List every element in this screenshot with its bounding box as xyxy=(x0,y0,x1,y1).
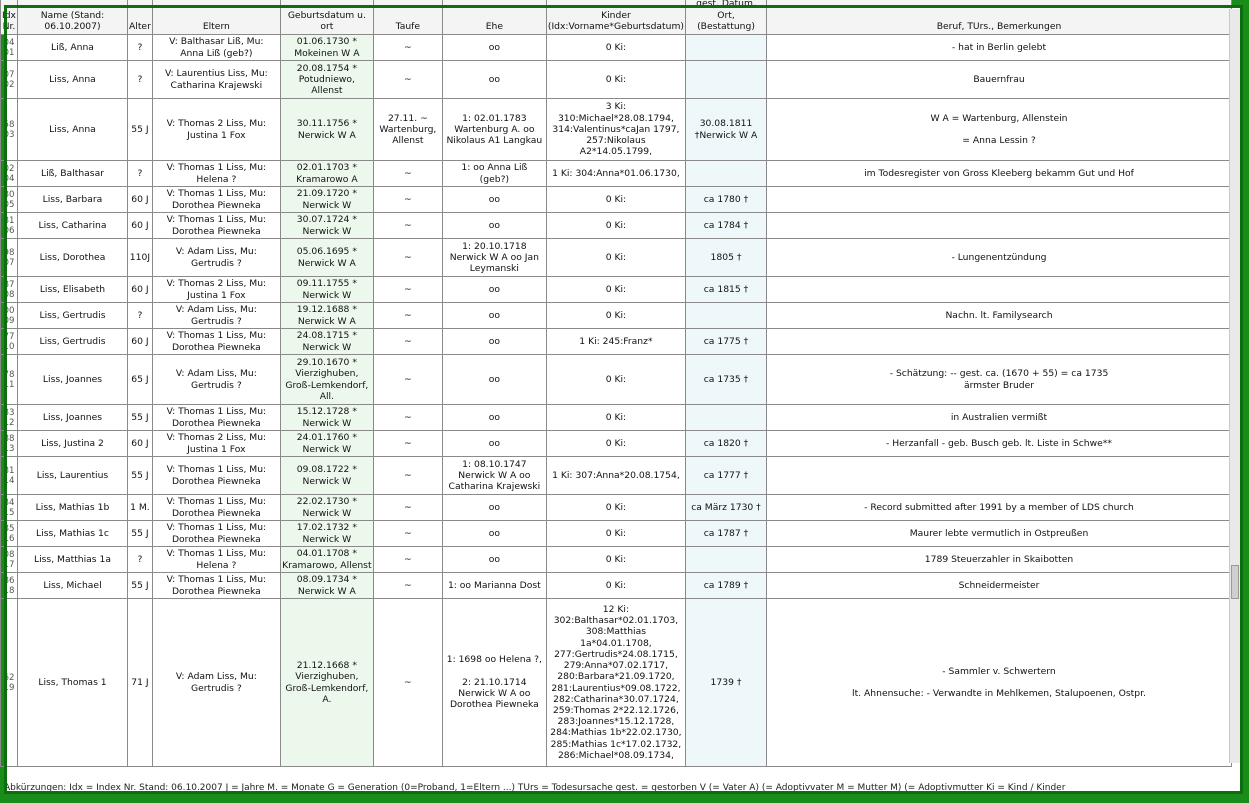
cell-death[interactable] xyxy=(686,35,767,61)
cell-name[interactable]: Liss, Joannes xyxy=(17,405,127,431)
cell-age[interactable]: 65 J xyxy=(127,355,152,405)
cell-birth[interactable]: 17.02.1732 * Nerwick W xyxy=(280,521,373,547)
cell-index[interactable]: 80 05 xyxy=(1,187,18,213)
cell-death[interactable]: ca 1820 † xyxy=(686,431,767,457)
cell-death[interactable]: ca 1789 † xyxy=(686,573,767,599)
cell-age[interactable]: 55 J xyxy=(127,521,152,547)
table-row[interactable] xyxy=(1,187,1232,213)
table-row[interactable] xyxy=(1,239,1232,277)
cell-parents[interactable]: V: Thomas 2 Liss, Mu: Justina 1 Fox xyxy=(152,277,280,303)
cell-marriage[interactable]: oo xyxy=(442,187,546,213)
cell-children[interactable]: 0 Ki: xyxy=(546,355,685,405)
cell-name[interactable]: Liss, Mathias 1c xyxy=(17,521,127,547)
cell-parents[interactable]: V: Thomas 1 Liss, Mu: Dorothea Piewneka xyxy=(152,187,280,213)
table-row[interactable] xyxy=(1,405,1232,431)
cell-death[interactable]: ca 1735 † xyxy=(686,355,767,405)
cell-baptism[interactable]: ~ xyxy=(373,61,442,99)
cell-children[interactable]: 0 Ki: xyxy=(546,521,685,547)
cell-age[interactable]: 60 J xyxy=(127,329,152,355)
cell-age[interactable]: 55 J xyxy=(127,457,152,495)
cell-children[interactable]: 0 Ki: xyxy=(546,213,685,239)
cell-index[interactable]: 98 07 xyxy=(1,239,18,277)
cell-children[interactable]: 1 Ki: 304:Anna*01.06.1730, xyxy=(546,161,685,187)
cell-notes[interactable]: - Schätzung: -- gest. ca. (1670 + 55) = ca 1735 ärmster Bruder xyxy=(767,355,1232,405)
cell-notes[interactable] xyxy=(767,329,1232,355)
cell-parents[interactable]: V: Adam Liss, Mu: Gertrudis ? xyxy=(152,355,280,405)
cell-parents[interactable]: V: Adam Liss, Mu: Gertrudis ? xyxy=(152,599,280,767)
cell-marriage[interactable]: oo xyxy=(442,495,546,521)
cell-birth[interactable]: 19.12.1688 * Nerwick W A xyxy=(280,303,373,329)
cell-parents[interactable]: V: Thomas 1 Liss, Mu: Helena ? xyxy=(152,547,280,573)
cell-name[interactable]: Liss, Barbara xyxy=(17,187,127,213)
table-row[interactable] xyxy=(1,457,1232,495)
abbreviation-legend: Abkürzungen: Idx = Index Nr. Stand: 06.10.2007 J = Jahre M. = Monate G = Generation (0=Proband, 1=Eltern ...) TUrs = Todesursache gest. = gestorben V (= Vater A) (= Adoptivvater M = Mutter M) (= Adoptivmutter Ki = Kind / Kinder xyxy=(4,783,1066,793)
cell-age[interactable]: 110J xyxy=(127,239,152,277)
table-row[interactable] xyxy=(1,161,1232,187)
cell-index[interactable]: 81 14 xyxy=(1,457,18,495)
cell-parents[interactable]: V: Thomas 1 Liss, Mu: Dorothea Piewneka xyxy=(152,521,280,547)
table-row[interactable] xyxy=(1,547,1232,573)
cell-baptism[interactable]: ~ xyxy=(373,329,442,355)
cell-age[interactable]: 55 J xyxy=(127,99,152,161)
cell-birth[interactable]: 09.11.1755 * Nerwick W xyxy=(280,277,373,303)
header-index[interactable]: Idx Nr. xyxy=(1,0,18,35)
cell-death[interactable] xyxy=(686,161,767,187)
cell-name[interactable]: Liss, Anna xyxy=(17,99,127,161)
table-row[interactable] xyxy=(1,573,1232,599)
cell-index[interactable]: 62 19 xyxy=(1,599,18,767)
cell-notes[interactable] xyxy=(767,277,1232,303)
cell-notes[interactable]: Bauernfrau xyxy=(767,61,1232,99)
cell-parents[interactable]: V: Thomas 1 Liss, Mu: Dorothea Piewneka xyxy=(152,573,280,599)
table-row[interactable] xyxy=(1,213,1232,239)
header-notes[interactable]: Beruf, TUrs., Bemerkungen xyxy=(767,0,1232,35)
header-age[interactable]: Alter xyxy=(127,0,152,35)
cell-birth[interactable]: 02.01.1703 * Kramarowo A xyxy=(280,161,373,187)
cell-age[interactable]: 71 J xyxy=(127,599,152,767)
cell-notes[interactable]: - Sammler v. Schwertern lt. Ahnensuche: - Verwandte in Mehlkemen, Stalupoenen, Ostpr. xyxy=(767,599,1232,767)
table-row[interactable] xyxy=(1,521,1232,547)
cell-birth[interactable]: 22.02.1730 * Nerwick W xyxy=(280,495,373,521)
cell-children[interactable]: 1 Ki: 307:Anna*20.08.1754, xyxy=(546,457,685,495)
cell-baptism[interactable]: ~ xyxy=(373,599,442,767)
table-row[interactable] xyxy=(1,35,1232,61)
cell-name[interactable]: Liss, Catharina xyxy=(17,213,127,239)
cell-death[interactable] xyxy=(686,303,767,329)
cell-death[interactable] xyxy=(686,405,767,431)
cell-index[interactable]: 78 11 xyxy=(1,355,18,405)
cell-children[interactable]: 0 Ki: xyxy=(546,495,685,521)
cell-birth[interactable]: 21.09.1720 * Nerwick W xyxy=(280,187,373,213)
cell-name[interactable]: Liss, Justina 2 xyxy=(17,431,127,457)
cell-death[interactable]: ca 1787 † xyxy=(686,521,767,547)
cell-marriage[interactable]: oo xyxy=(442,329,546,355)
cell-birth[interactable]: 29.10.1670 * Vierzighuben, Groß-Lemkendorf, All. xyxy=(280,355,373,405)
cell-children[interactable]: 0 Ki: xyxy=(546,573,685,599)
cell-baptism[interactable]: ~ xyxy=(373,521,442,547)
cell-age[interactable]: 60 J xyxy=(127,431,152,457)
cell-name[interactable]: Liss, Elisabeth xyxy=(17,277,127,303)
cell-marriage[interactable]: oo xyxy=(442,547,546,573)
cell-death[interactable]: ca 1780 † xyxy=(686,187,767,213)
header-death[interactable]: gest. Datum, Ort, (Bestattung) xyxy=(686,0,767,35)
cell-index[interactable]: 77 10 xyxy=(1,329,18,355)
cell-age[interactable]: 55 J xyxy=(127,573,152,599)
cell-children[interactable]: 0 Ki: xyxy=(546,547,685,573)
cell-death[interactable]: 1805 † xyxy=(686,239,767,277)
cell-marriage[interactable]: 1: oo Marianna Dost xyxy=(442,573,546,599)
cell-name[interactable]: Liss, Matthias 1a xyxy=(17,547,127,573)
cell-notes[interactable]: Schneidermeister xyxy=(767,573,1232,599)
cell-marriage[interactable]: oo xyxy=(442,61,546,99)
cell-index[interactable]: 88 13 xyxy=(1,431,18,457)
cell-baptism[interactable]: ~ xyxy=(373,187,442,213)
cell-baptism[interactable]: ~ xyxy=(373,213,442,239)
cell-children[interactable]: 0 Ki: xyxy=(546,187,685,213)
cell-marriage[interactable]: oo xyxy=(442,303,546,329)
cell-notes[interactable]: - hat in Berlin gelebt xyxy=(767,35,1232,61)
table-row[interactable] xyxy=(1,431,1232,457)
header-children[interactable]: Kinder (Idx:Vorname*Geburtsdatum) xyxy=(546,0,685,35)
cell-death[interactable]: 1739 † xyxy=(686,599,767,767)
cell-baptism[interactable]: ~ xyxy=(373,277,442,303)
cell-children[interactable]: 0 Ki: xyxy=(546,61,685,99)
cell-name[interactable]: Liss, Dorothea xyxy=(17,239,127,277)
cell-birth[interactable]: 08.09.1734 * Nerwick W A xyxy=(280,573,373,599)
cell-name[interactable]: Liß, Balthasar xyxy=(17,161,127,187)
cell-marriage[interactable]: 1: 08.10.1747 Nerwick W A oo Catharina Krajewski xyxy=(442,457,546,495)
cell-notes[interactable] xyxy=(767,213,1232,239)
cell-age[interactable]: 1 M. xyxy=(127,495,152,521)
cell-baptism[interactable]: 27.11. ~ Wartenburg, Allenst xyxy=(373,99,442,161)
cell-notes[interactable]: im Todesregister von Gross Kleeberg bekamm Gut und Hof xyxy=(767,161,1232,187)
table-row[interactable] xyxy=(1,61,1232,99)
cell-index[interactable]: 07 02 xyxy=(1,61,18,99)
cell-children[interactable]: 0 Ki: xyxy=(546,277,685,303)
cell-name[interactable]: Liss, Laurentius xyxy=(17,457,127,495)
cell-baptism[interactable]: ~ xyxy=(373,573,442,599)
cell-death[interactable] xyxy=(686,547,767,573)
cell-baptism[interactable]: ~ xyxy=(373,431,442,457)
cell-marriage[interactable]: oo xyxy=(442,277,546,303)
cell-age[interactable]: ? xyxy=(127,61,152,99)
cell-index[interactable]: 08 17 xyxy=(1,547,18,573)
cell-index[interactable]: 04 01 xyxy=(1,35,18,61)
table-body xyxy=(1,35,1232,767)
header-name[interactable]: Name (Stand: 06.10.2007) xyxy=(17,0,127,35)
cell-marriage[interactable]: oo xyxy=(442,405,546,431)
cell-notes[interactable] xyxy=(767,457,1232,495)
cell-index[interactable]: 83 12 xyxy=(1,405,18,431)
vertical-scrollbar[interactable] xyxy=(1229,9,1240,763)
cell-marriage[interactable]: 1: 1698 oo Helena ?, 2: 21.10.1714 Nerwick W A oo Dorothea Piewneka xyxy=(442,599,546,767)
cell-parents[interactable]: V: Thomas 1 Liss, Mu: Dorothea Piewneka xyxy=(152,213,280,239)
cell-age[interactable]: 60 J xyxy=(127,213,152,239)
cell-name[interactable]: Liss, Mathias 1b xyxy=(17,495,127,521)
table-row[interactable] xyxy=(1,495,1232,521)
cell-name[interactable]: Liss, Michael xyxy=(17,573,127,599)
cell-age[interactable]: ? xyxy=(127,547,152,573)
cell-birth[interactable]: 05.06.1695 * Nerwick W A xyxy=(280,239,373,277)
cell-age[interactable]: ? xyxy=(127,161,152,187)
cell-name[interactable]: Liss, Joannes xyxy=(17,355,127,405)
cell-notes[interactable]: - Lungenentzündung xyxy=(767,239,1232,277)
cell-name[interactable]: Liß, Anna xyxy=(17,35,127,61)
cell-birth[interactable]: 24.08.1715 * Nerwick W xyxy=(280,329,373,355)
cell-age[interactable]: 60 J xyxy=(127,277,152,303)
table-row[interactable] xyxy=(1,303,1232,329)
cell-marriage[interactable]: oo xyxy=(442,35,546,61)
cell-birth[interactable]: 04.01.1708 * Kramarowo, Allenst xyxy=(282,548,372,571)
cell-birth[interactable]: 01.06.1730 * Mokeinen W A xyxy=(280,35,373,61)
cell-baptism[interactable]: ~ xyxy=(373,35,442,61)
cell-death[interactable]: ca 1775 † xyxy=(686,329,767,355)
table-row[interactable] xyxy=(1,355,1232,405)
cell-parents[interactable]: V: Balthasar Liß, Mu: Anna Liß (geb?) xyxy=(152,35,280,61)
header-row xyxy=(1,0,1232,35)
cell-index[interactable]: 86 18 xyxy=(1,573,18,599)
cell-parents[interactable]: V: Thomas 1 Liss, Mu: Dorothea Piewneka xyxy=(152,457,280,495)
cell-notes[interactable]: Maurer lebte vermutlich in Ostpreußen xyxy=(767,521,1232,547)
cell-marriage[interactable]: oo xyxy=(442,521,546,547)
cell-baptism[interactable]: ~ xyxy=(373,303,442,329)
cell-parents[interactable]: V: Laurentius Liss, Mu: Catharina Krajewski xyxy=(152,61,280,99)
cell-baptism[interactable]: ~ xyxy=(373,161,442,187)
cell-index[interactable]: 87 08 xyxy=(1,277,18,303)
cell-parents[interactable]: V: Thomas 1 Liss, Mu: Dorothea Piewneka xyxy=(152,495,280,521)
cell-parents[interactable]: V: Thomas 2 Liss, Mu: Justina 1 Fox xyxy=(152,431,280,457)
cell-birth[interactable]: 20.08.1754 * Potudniewo, Allenst xyxy=(280,61,373,99)
cell-birth[interactable]: 24.01.1760 * Nerwick W xyxy=(280,431,373,457)
cell-name[interactable]: Liss, Thomas 1 xyxy=(17,599,127,767)
cell-notes[interactable]: Nachn. lt. Familysearch xyxy=(767,303,1232,329)
cell-birth[interactable]: 15.12.1728 * Nerwick W xyxy=(280,405,373,431)
cell-baptism[interactable]: ~ xyxy=(373,405,442,431)
scrollbar-thumb[interactable] xyxy=(1231,565,1239,599)
cell-death[interactable]: ca 1815 † xyxy=(686,277,767,303)
cell-parents[interactable]: V: Thomas 2 Liss, Mu: Justina 1 Fox xyxy=(152,99,280,161)
cell-baptism[interactable]: ~ xyxy=(373,355,442,405)
cell-children[interactable]: 0 Ki: xyxy=(546,35,685,61)
cell-death[interactable]: 30.08.1811 †Nerwick W A xyxy=(686,99,767,161)
cell-baptism[interactable]: ~ xyxy=(373,239,442,277)
cell-notes[interactable]: 1789 Steuerzahler in Skaibotten xyxy=(767,547,1232,573)
cell-name[interactable]: Liss, Gertrudis xyxy=(17,303,127,329)
cell-index[interactable]: 81 06 xyxy=(1,213,18,239)
cell-notes[interactable]: - Herzanfall - geb. Busch geb. lt. Liste in Schwe** xyxy=(767,431,1232,457)
table-row[interactable] xyxy=(1,99,1232,161)
table-row[interactable] xyxy=(1,277,1232,303)
cell-baptism[interactable]: ~ xyxy=(373,457,442,495)
header-baptism[interactable]: Taufe xyxy=(373,0,442,35)
cell-marriage[interactable]: 1: oo Anna Liß (geb?) xyxy=(442,161,546,187)
cell-parents[interactable]: V: Adam Liss, Mu: Gertrudis ? xyxy=(152,303,280,329)
cell-name[interactable]: Liss, Anna xyxy=(17,61,127,99)
table-row[interactable] xyxy=(1,329,1232,355)
cell-parents[interactable]: V: Adam Liss, Mu: Gertrudis ? xyxy=(152,239,280,277)
cell-index[interactable]: 85 16 xyxy=(1,521,18,547)
cell-age[interactable]: ? xyxy=(127,35,152,61)
cell-index[interactable]: 84 15 xyxy=(1,495,18,521)
header-parents[interactable]: Eltern xyxy=(152,0,280,35)
table-row[interactable] xyxy=(1,599,1232,767)
cell-children[interactable]: 0 Ki: xyxy=(546,303,685,329)
cell-age[interactable]: 55 J xyxy=(127,405,152,431)
cell-parents[interactable]: V: Thomas 1 Liss, Mu: Dorothea Piewneka xyxy=(152,405,280,431)
cell-children[interactable]: 12 Ki: 302:Balthasar*02.01.1703, 308:Matthias 1a*04.01.1708, 277:Gertrudis*24.08.1715, 279:Anna*07.02.1717, 280:Barbara*21.09.1720, 281:Laurentius*09.08.1722, 282:Catharina*30.07.1724, 259:Thomas 2*22.12.1726, 283:Joannes*15.12.1728, 284:Mathias 1b*22.02.1730, 285:Mathias 1c*17.02.1732, 286:Michael*08.09.1734, xyxy=(546,599,685,767)
cell-index[interactable]: 02 04 xyxy=(1,161,18,187)
cell-baptism[interactable]: ~ xyxy=(373,495,442,521)
cell-marriage[interactable]: 1: 02.01.1783 Wartenburg A. oo Nikolaus A1 Langkau xyxy=(442,99,546,161)
spreadsheet-window xyxy=(2,0,1243,794)
cell-baptism[interactable]: ~ xyxy=(373,547,442,573)
cell-death[interactable]: ca 1777 † xyxy=(686,457,767,495)
cell-parents[interactable]: V: Thomas 1 Liss, Mu: Helena ? xyxy=(152,161,280,187)
cell-age[interactable]: ? xyxy=(127,303,152,329)
cell-children[interactable]: 0 Ki: xyxy=(546,405,685,431)
cell-birth[interactable]: 21.12.1668 * Vierzighuben, Groß-Lemkendorf, A. xyxy=(280,599,373,767)
cell-notes[interactable]: in Australien vermißt xyxy=(767,405,1232,431)
cell-marriage[interactable]: oo xyxy=(442,213,546,239)
cell-children[interactable]: 0 Ki: xyxy=(546,431,685,457)
cell-parents[interactable]: V: Thomas 1 Liss, Mu: Dorothea Piewneka xyxy=(152,329,280,355)
cell-marriage[interactable]: oo xyxy=(442,431,546,457)
cell-marriage[interactable]: 1: 20.10.1718 Nerwick W A oo Jan Leymanski xyxy=(442,239,546,277)
cell-index[interactable]: 58 03 xyxy=(1,99,18,161)
cell-marriage[interactable]: oo xyxy=(442,355,546,405)
cell-death[interactable]: ca 1784 † xyxy=(686,213,767,239)
header-marriage[interactable]: Ehe xyxy=(442,0,546,35)
cell-birth[interactable]: 30.11.1756 * Nerwick W A xyxy=(280,99,373,161)
header-birth[interactable]: Geburtsdatum u. ort xyxy=(280,0,373,35)
cell-notes[interactable] xyxy=(767,187,1232,213)
cell-children[interactable]: 1 Ki: 245:Franz* xyxy=(546,329,685,355)
cell-death[interactable] xyxy=(686,61,767,99)
cell-notes[interactable]: - Record submitted after 1991 by a member of LDS church xyxy=(767,495,1232,521)
cell-age[interactable]: 60 J xyxy=(127,187,152,213)
cell-death[interactable]: ca März 1730 † xyxy=(686,495,767,521)
cell-birth[interactable]: 09.08.1722 * Nerwick W xyxy=(280,457,373,495)
cell-index[interactable]: 00 09 xyxy=(1,303,18,329)
cell-children[interactable]: 3 Ki: 310:Michael*28.08.1794, 314:Valentinus*caJan 1797, 257:Nikolaus A2*14.05.1799, xyxy=(546,99,685,161)
cell-notes[interactable]: W A = Wartenburg, Allenstein = Anna Lessin ? xyxy=(767,99,1232,161)
cell-name[interactable]: Liss, Gertrudis xyxy=(17,329,127,355)
cell-children[interactable]: 0 Ki: xyxy=(546,239,685,277)
cell-birth[interactable]: 30.07.1724 * Nerwick W xyxy=(280,213,373,239)
